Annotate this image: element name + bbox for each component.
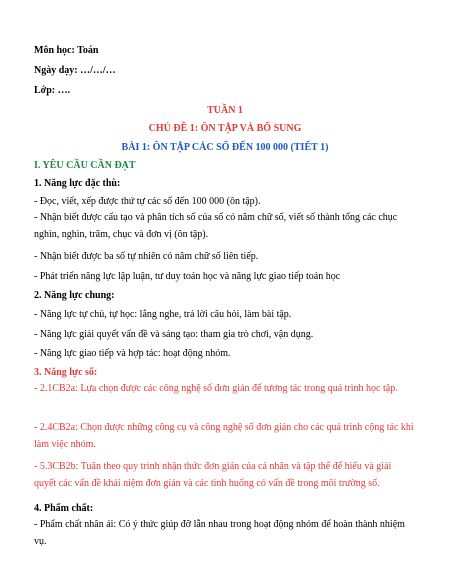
qualities-item-1: - Phẩm chất nhân ái: Có ý thức giúp đỡ lẫn nhau trong hoạt động nhóm để hoàn thành nhiệm vụ.	[34, 519, 405, 547]
section-heading: I. YÊU CẦU CẦN ĐẠT	[34, 160, 136, 171]
specific-item-4: - Phát triển năng lực lập luận, tư duy toán học và năng lực giao tiếp toán học	[34, 271, 341, 282]
general-item-2: - Năng lực giải quyết vấn đề và sáng tạo: tham gia trò chơi, vận dụng.	[34, 329, 314, 340]
specific-item-1: - Đọc, viết, xếp được thứ tự các số đến 100 000 (ôn tập).	[34, 196, 261, 207]
lesson-title: BÀI 1: ÔN TẬP CÁC SỐ ĐẾN 100 000 (TIẾT 1)	[121, 142, 329, 153]
grade-line: Lớp: ….	[34, 85, 71, 96]
general-item-1: - Năng lực tự chủ, tự học: lắng nghe, trả lời câu hỏi, làm bài tập.	[34, 309, 292, 320]
subject-line: Môn học: Toán	[34, 45, 99, 56]
qualities-heading: 4. Phẩm chất:	[34, 503, 94, 514]
digital-item-3: - 5.3CB2b: Tuân theo quy trình nhận thức đơn giản của cá nhân và tập thể để hiểu và giải quyết các vấn đề khái niệm đơn giản và các tình huống có vấn đề trong môi trường số.	[34, 461, 392, 489]
general-competency-heading: 2. Năng lực chung:	[34, 290, 115, 301]
specific-competency-heading: 1. Năng lực đặc thù:	[34, 178, 121, 189]
date-line: Ngày dạy: …/…/…	[34, 65, 116, 76]
specific-item-2: - Nhận biết được cấu tạo và phân tích số của số có năm chữ số, viết số thành tổng các chục nghìn, nghìn, trăm, chục và đơn vị (ôn tập).	[34, 212, 398, 240]
topic-title: CHỦ ĐỀ 1: ÔN TẬP VÀ BỔ SUNG	[148, 123, 302, 134]
specific-item-3: - Nhận biết được ba số tự nhiên có năm chữ số liên tiếp.	[34, 251, 259, 262]
digital-item-1: - 2.1CB2a: Lựa chọn được các công nghệ số đơn giản để tương tác trong quá trình học tập.	[34, 383, 398, 394]
week-title: TUẦN 1	[207, 105, 243, 116]
digital-item-2: - 2.4CB2a: Chọn được những công cụ và công nghệ số đơn giản cho các quá trình cộng tác khi làm việc nhóm.	[34, 422, 414, 450]
general-item-3: - Năng lực giao tiếp và hợp tác: hoạt động nhóm.	[34, 348, 231, 359]
digital-competency-heading: 3. Năng lực số:	[34, 367, 98, 378]
